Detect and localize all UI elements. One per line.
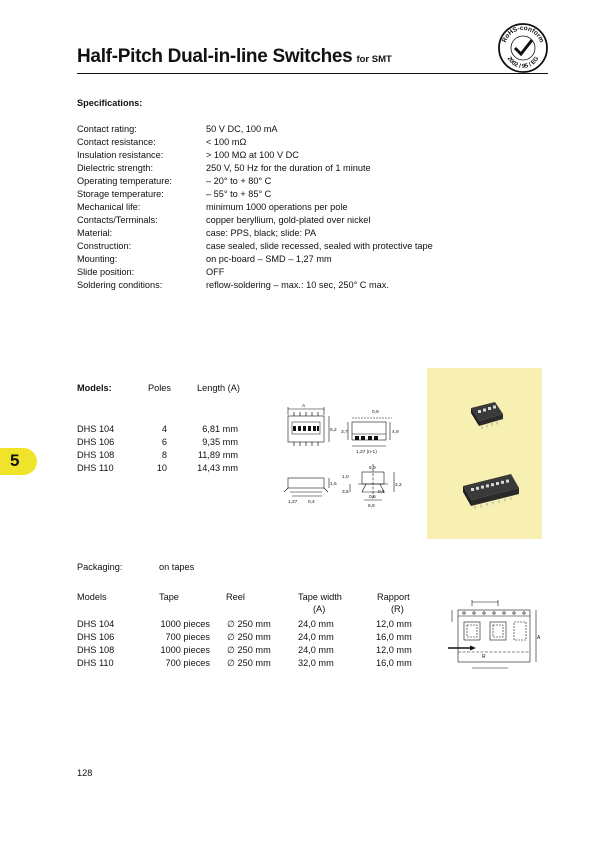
model-name: DHS 108 [77,450,115,460]
spec-value: OFF [206,267,225,277]
dimension-drawings [282,400,422,512]
pk-reel: ∅ 250 mm [227,632,271,642]
title-text: Half-Pitch Dual-in-line Switches [77,46,353,67]
dim-label-15: 1,5 [330,482,337,487]
product-photos [427,368,542,539]
model-name: DHS 106 [77,437,115,447]
pk-reel: ∅ 250 mm [227,645,271,655]
spec-label: Operating temperature: [77,176,172,186]
model-length: 9,35 mm [202,437,238,447]
pk-model: DHS 110 [77,658,114,668]
pk-col-reel: Reel [226,592,245,602]
packaging-subheader-row [77,604,417,617]
dim-label-22: 2,2 [395,483,402,488]
pk-col-tape-width: Tape width [298,592,342,602]
spec-value: – 20° to + 80° C [206,176,272,186]
packaging-data-row [77,619,417,632]
tape-label-r: R [482,654,486,660]
spec-row [77,267,547,280]
pk-col-rapport: Rapport [377,592,410,602]
model-name: DHS 104 [77,424,115,434]
spec-row [77,228,547,241]
spec-row [77,254,547,267]
spec-row [77,215,547,228]
dim-label-35: 3,5 [342,490,349,495]
spec-label: Contact rating: [77,124,137,134]
specifications-heading: Specifications: [77,98,143,108]
spec-value: minimum 1000 operations per pole [206,202,348,212]
page-title [77,46,392,68]
packaging-data-row [77,632,417,645]
spec-value: case sealed, slide recessed, sealed with protective tape [206,241,433,251]
spec-label: Contact resistance: [77,137,156,147]
packaging-row [77,562,417,575]
end-view-drawing [348,418,392,446]
pk-width: 24,0 mm [298,632,334,642]
top-view-drawing [288,407,329,446]
spec-label: Material: [77,228,113,238]
model-poles: 4 [161,424,167,434]
pk-width: 24,0 mm [298,619,334,629]
pk-tape: 1000 pieces [160,645,210,655]
packaging-data-row [77,645,417,658]
spec-row [77,202,547,215]
spec-label: Mechanical life: [77,202,141,212]
tape-label-a: A [537,635,541,641]
dim-label-127: 1,27 [288,500,298,505]
dim-label-10: 1,0 [342,475,349,480]
spec-label: Contacts/Terminals: [77,215,158,225]
dim-label-69: 6,9 [368,504,375,509]
packaging-data-row [77,658,417,671]
model-length: 14,43 mm [197,463,238,473]
side-view-drawing [284,478,329,496]
pk-col-rapport-sub: (R) [391,604,404,614]
spec-label: Soldering conditions: [77,280,163,290]
spec-value: > 100 MΩ at 100 V DC [206,150,299,160]
model-row [77,450,277,463]
spec-label: Dielectric strength: [77,163,154,173]
spec-value: 250 V, 50 Hz for the duration of 1 minute [206,163,371,173]
model-row [77,424,277,437]
models-col-poles: Poles [148,383,171,393]
pk-col-tape: Tape [159,592,179,602]
pk-width: 24,0 mm [298,645,334,655]
badge-top-text: RoHS-conform [501,24,545,44]
switch-photo-8-pole [463,474,519,509]
rohs-badge [497,22,549,74]
model-row [77,463,277,476]
pk-model: DHS 106 [77,632,115,642]
pk-rapport: 16,0 mm [376,658,412,668]
pk-tape: 1000 pieces [160,619,210,629]
spec-row [77,124,547,137]
models-heading: Models: [77,383,112,393]
spec-value: copper beryllium, gold-plated over nickel [206,215,371,225]
dim-label-49: 4,9 [392,430,399,435]
model-name: DHS 110 [77,463,114,473]
pk-tape: 700 pieces [165,658,210,668]
model-poles: 8 [161,450,167,460]
pk-reel: ∅ 250 mm [227,619,271,629]
tape-drawing [448,592,544,676]
spec-label: Storage temperature: [77,189,164,199]
dim-label-09: 0,9 [372,410,379,415]
spec-label: Construction: [77,241,132,251]
models-col-length: Length (A) [197,383,240,393]
spec-row [77,150,547,163]
badge-bottom-text: 2002 / 95 / EG [505,55,541,71]
pk-model: DHS 104 [77,619,115,629]
model-length: 11,89 mm [197,450,238,460]
spec-row [77,241,547,254]
pk-rapport: 12,0 mm [376,645,412,655]
spec-value: – 55° to + 85° C [206,189,272,199]
spec-row [77,189,547,202]
model-poles: 10 [156,463,167,473]
pk-rapport: 12,0 mm [376,619,412,629]
spec-row [77,163,547,176]
models-header-row [77,383,277,396]
pk-col-models: Models [77,592,107,602]
spec-row [77,280,547,293]
title-rule [77,73,548,74]
chapter-tab-number: 5 [10,451,20,470]
dim-label-127n1: 1,27 (n-1) [356,450,377,455]
page-number: 128 [77,768,93,778]
spec-label: Insulation resistance: [77,150,164,160]
dim-label-06: 0,6 [378,490,385,495]
dim-label-52: 5,2 [330,428,337,433]
spec-value: < 100 mΩ [206,137,247,147]
model-row [77,437,277,450]
dim-label-37: 3,7 [341,430,348,435]
pk-model: DHS 108 [77,645,115,655]
spec-row [77,137,547,150]
spec-value: case: PPS, black; slide: PA [206,228,317,238]
packaging-value: on tapes [159,562,195,572]
switch-photo-4-pole [471,402,503,429]
dim-label-05: 0,5 [369,495,376,500]
spec-value: on pc-board – SMD – 1,27 mm [206,254,332,264]
pk-tape: 700 pieces [165,632,210,642]
pk-reel: ∅ 250 mm [227,658,271,668]
dim-label-59: 5,9 [369,466,376,471]
pk-col-tape-width-sub: (A) [313,604,326,614]
dim-label-04: 0,4 [308,500,315,505]
title-subtitle: for SMT [356,54,392,65]
spec-value: 50 V DC, 100 mA [206,124,278,134]
pk-width: 32,0 mm [298,658,334,668]
packaging-label: Packaging: [77,562,123,572]
model-length: 6,81 mm [202,424,238,434]
spec-row [77,176,547,189]
spec-label: Slide position: [77,267,135,277]
spec-value: reflow-soldering – max.: 10 sec, 250° C max. [206,280,389,290]
model-poles: 6 [161,437,167,447]
pk-rapport: 16,0 mm [376,632,412,642]
spec-label: Mounting: [77,254,118,264]
dim-label-a: A [302,404,306,409]
